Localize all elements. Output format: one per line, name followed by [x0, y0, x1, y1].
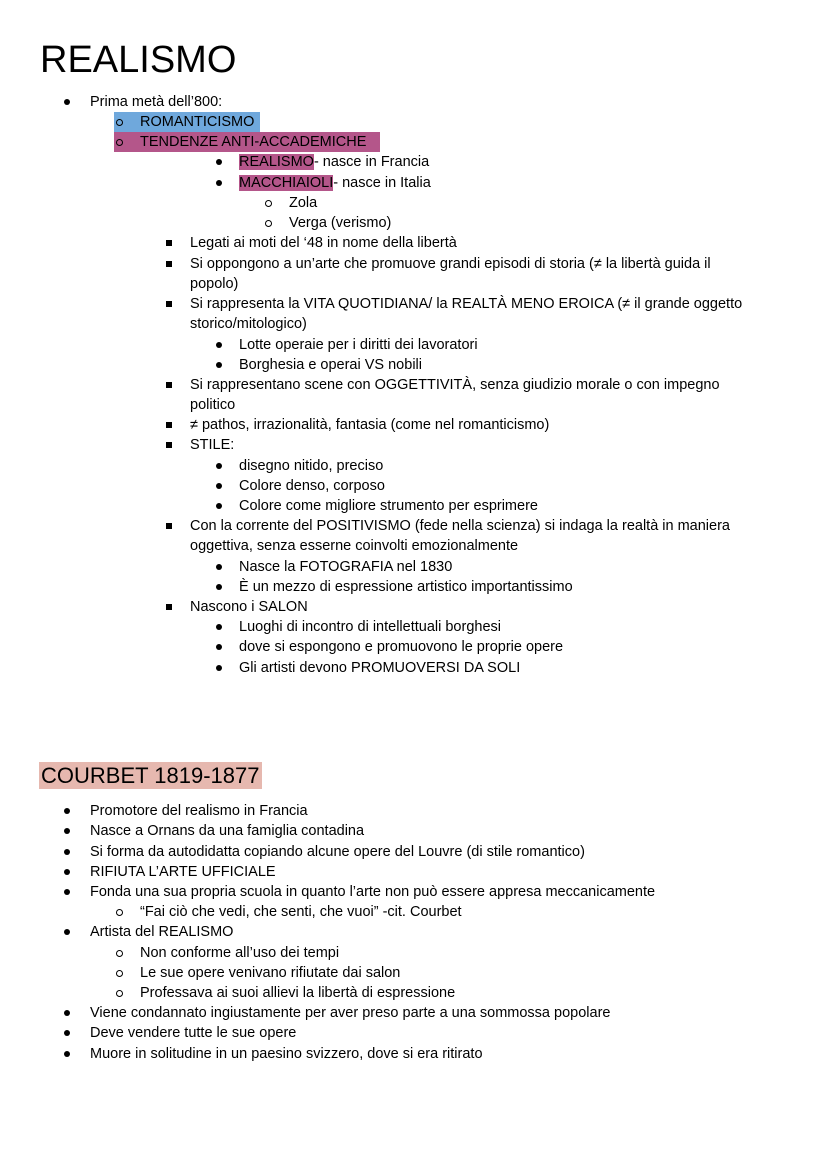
bullet-disc — [64, 922, 70, 942]
bullet-disc — [64, 1044, 70, 1064]
list-item: Muore in solitudine in un paesino svizzero, dove si era ritirato — [90, 1046, 483, 1062]
list-item: È un mezzo di espressione artistico importantissimo — [239, 579, 573, 595]
list-item: Nasce a Ornans da una famiglia contadina — [90, 823, 365, 839]
list-item: Viene condannato ingiustamente per aver preso parte a una sommossa popolare — [90, 1005, 611, 1021]
bullet-disc — [64, 842, 70, 862]
list-item-continued: oggettiva, senza esserne coinvolti emozionalmente — [190, 538, 519, 554]
list-item — [239, 173, 431, 193]
bullet-square — [166, 375, 172, 395]
bullet-disc — [64, 801, 70, 821]
bullet-disc — [216, 173, 222, 193]
bullet-disc — [216, 617, 222, 637]
list-item: Non conforme all’uso dei tempi — [140, 945, 340, 961]
bullet-disc — [64, 1003, 70, 1023]
list-item — [239, 152, 429, 172]
list-item: Nascono i SALON — [190, 599, 308, 615]
bullet-square — [166, 254, 172, 274]
list-item: Si rappresenta la VITA QUOTIDIANA/ la REALTÀ MENO EROICA (≠ il grande oggetto — [190, 296, 743, 312]
list-item: Legati ai moti del ‘48 in nome della libertà — [190, 235, 457, 251]
bullet-disc — [64, 821, 70, 841]
list-item: Nasce la FOTOGRAFIA nel 1830 — [239, 559, 453, 575]
bullet-disc — [216, 355, 222, 375]
section-heading-courbet: COURBET 1819-1877 — [41, 763, 260, 788]
list-item: “Fai ciò che vedi, che senti, che vuoi” -cit. Courbet — [140, 904, 462, 920]
bullet-disc — [216, 577, 222, 597]
bullet-square — [166, 233, 172, 253]
list-item: Professava ai suoi allievi la libertà di espressione — [140, 985, 456, 1001]
list-item-text: - nasce in Italia — [333, 175, 431, 191]
bullet-disc — [216, 496, 222, 516]
list-item: Si oppongono a un’arte che promuove grandi episodi di storia (≠ la libertà guida il — [190, 256, 711, 272]
list-item: Si forma da autodidatta copiando alcune opere del Louvre (di stile romantico) — [90, 844, 585, 860]
bullet-square — [166, 597, 172, 617]
list-item-romanticismo: ROMANTICISMO — [140, 114, 255, 130]
bullet-square — [166, 435, 172, 455]
bullet-square — [166, 415, 172, 435]
list-item: Verga (verismo) — [289, 215, 392, 231]
list-item: Le sue opere venivano rifiutate dai salon — [140, 965, 401, 981]
list-item: dove si espongono e promuovono le proprie opere — [239, 639, 564, 655]
list-item: Zola — [289, 195, 318, 211]
list-item: Colore come migliore strumento per esprimere — [239, 498, 538, 514]
bullet-disc — [216, 152, 222, 172]
list-item: Con la corrente del POSITIVISMO (fede nella scienza) si indaga la realtà in maniera — [190, 518, 730, 534]
bullet-disc — [216, 637, 222, 657]
bullet-disc — [64, 882, 70, 902]
list-item: Lotte operaie per i diritti dei lavoratori — [239, 337, 478, 353]
list-item: Si rappresentano scene con OGGETTIVITÀ, senza giudizio morale o con impegno — [190, 377, 720, 393]
list-item-continued: popolo) — [190, 276, 239, 292]
list-item: Promotore del realismo in Francia — [90, 803, 308, 819]
list-item-continued: storico/mitologico) — [190, 316, 307, 332]
list-item: Prima metà dell’800: — [90, 94, 223, 110]
bullet-ring — [265, 193, 272, 213]
bullet-disc — [216, 476, 222, 496]
list-item: ≠ pathos, irrazionalità, fantasia (come nel romanticismo) — [190, 417, 550, 433]
page-title: REALISMO — [40, 39, 237, 81]
list-item: Deve vendere tutte le sue opere — [90, 1025, 297, 1041]
bullet-ring — [116, 943, 123, 963]
bullet-ring — [116, 983, 123, 1003]
list-item: Gli artisti devono PROMUOVERSI DA SOLI — [239, 660, 521, 676]
list-item-tendenze: TENDENZE ANTI-ACCADEMICHE — [140, 134, 367, 150]
bullet-disc — [216, 557, 222, 577]
bullet-square — [166, 516, 172, 536]
list-item: Luoghi di incontro di intellettuali borghesi — [239, 619, 501, 635]
highlight-macchiaioli: MACCHIAIOLI — [239, 175, 334, 191]
list-item: Artista del REALISMO — [90, 924, 234, 940]
list-item: disegno nitido, preciso — [239, 458, 384, 474]
bullet-ring — [116, 112, 123, 132]
bullet-ring — [116, 132, 123, 152]
bullet-disc — [216, 335, 222, 355]
list-item-text: - nasce in Francia — [313, 154, 430, 170]
bullet-disc — [64, 1023, 70, 1043]
list-item: Colore denso, corposo — [239, 478, 385, 494]
bullet-disc — [216, 456, 222, 476]
bullet-ring — [265, 213, 272, 233]
list-item-continued: politico — [190, 397, 236, 413]
list-item: STILE: — [190, 437, 235, 453]
bullet-square — [166, 294, 172, 314]
bullet-disc — [64, 862, 70, 882]
bullet-ring — [116, 902, 123, 922]
bullet-disc — [216, 658, 222, 678]
bullet-disc — [64, 92, 70, 112]
bullet-ring — [116, 963, 123, 983]
list-item: Fonda una sua propria scuola in quanto l’arte non può essere appresa meccanicamente — [90, 884, 656, 900]
list-item: Borghesia e operai VS nobili — [239, 357, 422, 373]
highlight-realismo: REALISMO — [239, 154, 314, 170]
list-item: RIFIUTA L’ARTE UFFICIALE — [90, 864, 276, 880]
